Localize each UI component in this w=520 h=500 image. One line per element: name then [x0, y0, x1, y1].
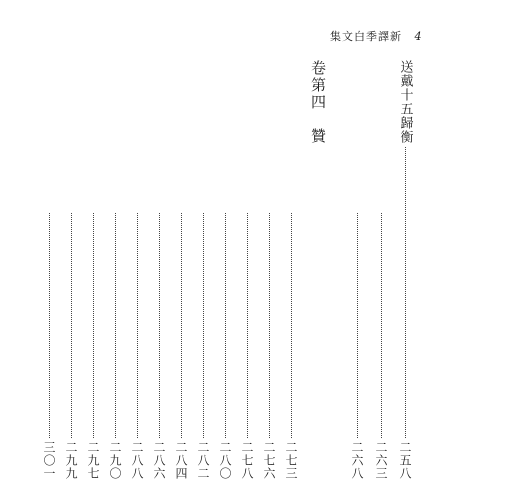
toc-entry	[38, 60, 60, 480]
toc-entry-page: 二八六	[152, 441, 166, 480]
toc-entry-title	[291, 60, 292, 210]
toc-entry	[346, 60, 368, 480]
folio-number: 4	[414, 30, 423, 43]
toc-entry-title	[357, 60, 358, 210]
toc-entry	[370, 60, 392, 480]
toc-entry-title: 送戴十五歸衡	[397, 60, 413, 144]
dotted-leader	[247, 213, 248, 438]
toc-entry	[280, 60, 302, 480]
toc-entry-title	[247, 60, 248, 210]
dotted-leader	[203, 213, 204, 438]
toc-entry-page: 三〇一	[42, 441, 56, 480]
toc-entry	[60, 60, 82, 480]
toc-entry-page: 二七八	[240, 441, 254, 480]
toc-entry-page: 二八〇	[218, 441, 232, 480]
dotted-leader	[381, 213, 382, 438]
toc-entry-page: 二七六	[262, 441, 276, 480]
toc-entry-page: 二七三	[284, 441, 298, 480]
toc-entry-title	[49, 60, 50, 210]
book-title: 集文白季譯新	[330, 30, 402, 43]
section-label: 卷第四	[309, 60, 327, 111]
toc-entry-title	[71, 60, 72, 210]
toc-entry-title	[137, 60, 138, 210]
dotted-leader	[269, 213, 270, 438]
dotted-leader	[71, 213, 72, 438]
toc-entry	[82, 60, 104, 480]
toc-entry	[236, 60, 258, 480]
toc-entry-title	[181, 60, 182, 210]
dotted-leader	[291, 213, 292, 438]
dotted-leader	[181, 213, 182, 438]
toc-entry-title	[225, 60, 226, 210]
toc-entry-title	[115, 60, 116, 210]
toc-entry	[258, 60, 280, 480]
toc-entry	[148, 60, 170, 480]
dotted-leader	[137, 213, 138, 438]
toc-entry-page: 二八二	[196, 441, 210, 480]
toc-entry	[394, 60, 416, 480]
toc-entry	[170, 60, 192, 480]
section-heading	[308, 60, 329, 145]
dotted-leader	[93, 213, 94, 438]
dotted-leader	[159, 213, 160, 438]
toc-entry	[214, 60, 236, 480]
toc-entry-page: 二九九	[64, 441, 78, 480]
toc-entry	[192, 60, 214, 480]
toc-entry-title	[203, 60, 204, 210]
toc-entry-title	[269, 60, 270, 210]
dotted-leader	[115, 213, 116, 438]
toc-entry-page: 二六八	[350, 441, 364, 480]
running-head	[330, 28, 423, 44]
toc-entry-page: 二五八	[398, 441, 412, 480]
dotted-leader	[405, 147, 406, 438]
section-name: 贊	[309, 127, 327, 145]
toc-entry-page: 二六三	[374, 441, 388, 480]
toc-entry	[126, 60, 148, 480]
dotted-leader	[357, 213, 358, 438]
toc-entry-title	[381, 60, 382, 210]
toc-entry-title	[93, 60, 94, 210]
toc-entry-title	[159, 60, 160, 210]
dotted-leader	[49, 213, 50, 438]
toc-entry-page: 二九七	[86, 441, 100, 480]
dotted-leader	[225, 213, 226, 438]
toc-entry-page: 二九〇	[108, 441, 122, 480]
toc-entry	[104, 60, 126, 480]
toc-entry-page: 二八四	[174, 441, 188, 480]
toc-entry-page: 二八八	[130, 441, 144, 480]
